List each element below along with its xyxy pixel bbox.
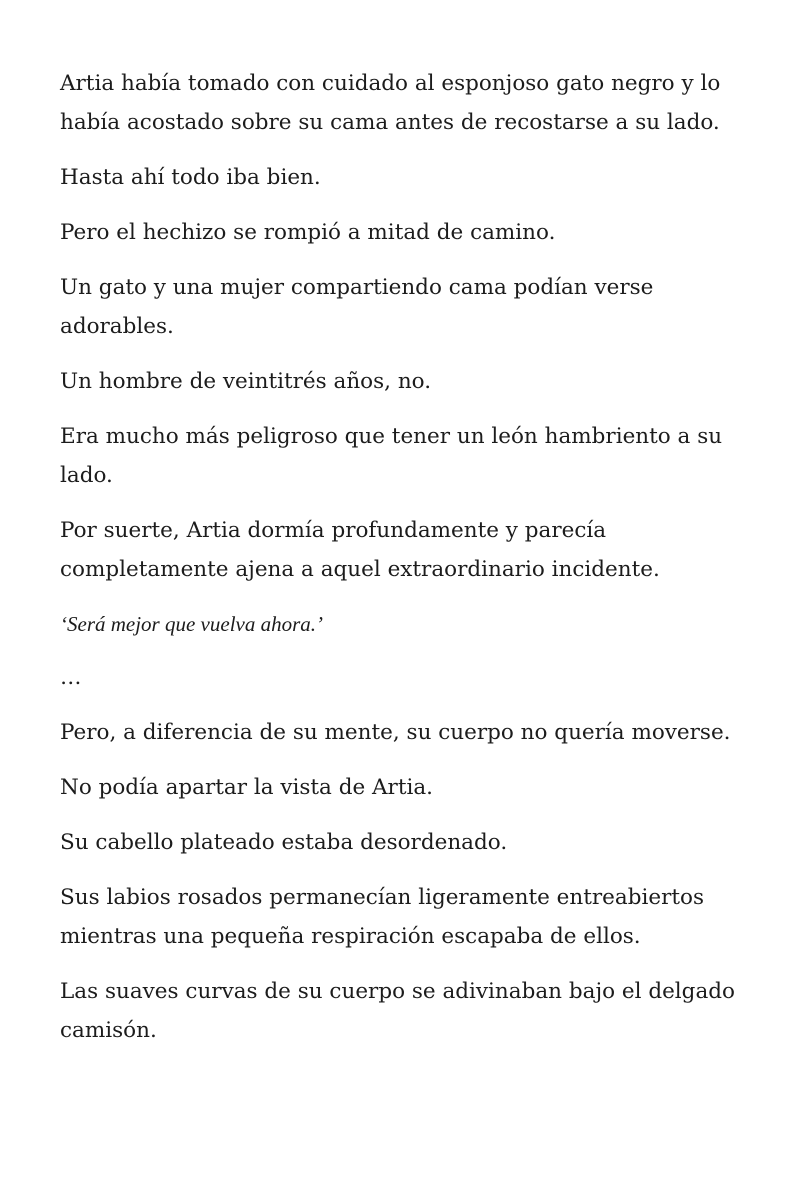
document-page xyxy=(60,64,750,1066)
paragraph-1: Artia había tomado con cuidado al esponjoso gato negro y lo había acostado sobre su cama antes de recostarse a su lado. xyxy=(60,71,721,135)
paragraph-14: Las suaves curvas de su cuerpo se adivinaban bajo el delgado camisón. xyxy=(60,979,735,1043)
paragraph-11: No podía apartar la vista de Artia. xyxy=(60,775,434,800)
thought-line: ‘Será mejor que vuelva ahora.’ xyxy=(60,612,324,636)
ellipsis-line: … xyxy=(60,665,82,690)
paragraph-10: Pero, a diferencia de su mente, su cuerpo no quería moverse. xyxy=(60,720,731,745)
paragraph-4: Un gato y una mujer compartiendo cama podían verse adorables. xyxy=(60,275,654,339)
paragraph-13: Sus labios rosados permanecían ligeramente entreabiertos mientras una pequeña respiración escapaba de ellos. xyxy=(60,885,704,949)
paragraph-3: Pero el hechizo se rompió a mitad de camino. xyxy=(60,220,556,245)
paragraph-5: Un hombre de veintitrés años, no. xyxy=(60,369,432,394)
paragraph-12: Su cabello plateado estaba desordenado. xyxy=(60,830,508,855)
paragraph-6: Era mucho más peligroso que tener un león hambriento a su lado. xyxy=(60,424,723,488)
paragraph-7: Por suerte, Artia dormía profundamente y parecía completamente ajena a aquel extraordinario incidente. xyxy=(60,518,660,582)
paragraph-2: Hasta ahí todo iba bien. xyxy=(60,165,321,190)
